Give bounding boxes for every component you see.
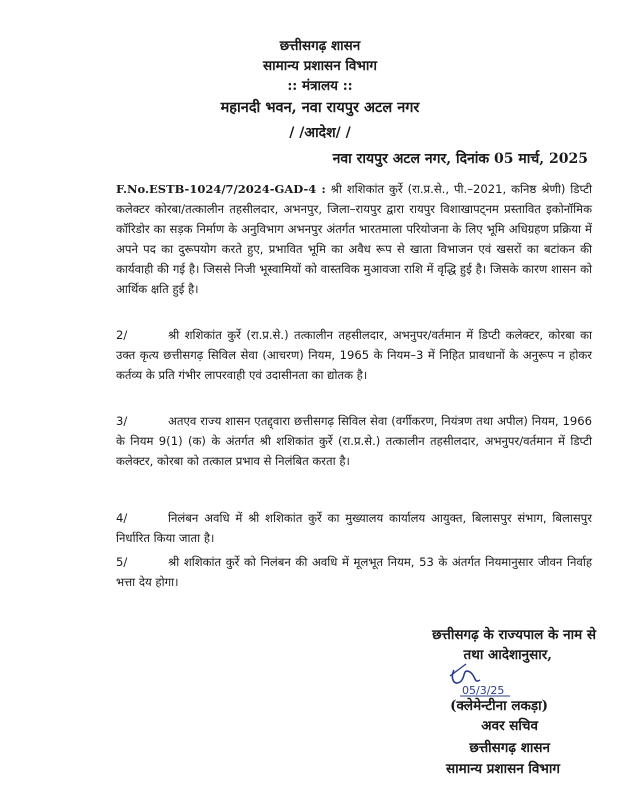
header-department: सामान्य प्रशासन विभाग xyxy=(263,58,377,74)
signatory-name: (क्लेमेन्टीना लकड़ा) xyxy=(450,698,548,714)
paragraph-2-text: श्री शशिकांत कुर्रे (रा.प्र.से.) तत्कालीन तहसीलदार, अभनुपर/वर्तमान में डिप्टी कलेक्टर, कोरबा का उक्त कृत्य छत्तीसगढ़ सिविल सेवा (आचरण) नियम, 1965 के नियम–3 में निहित प्रावधानों के अनुरूप न होकर कर्तव्य के प्रति गंभीर लापरवाही एवं उदासीनता का द्योतक है। xyxy=(116,328,592,382)
paragraph-4-number: 4/ xyxy=(116,511,128,525)
header-ministry: :: मंत्रालय :: xyxy=(287,78,353,94)
paragraph-5-number: 5/ xyxy=(116,555,128,569)
paragraph-3-number: 3/ xyxy=(116,414,128,428)
order-title: / /आदेश/ / xyxy=(289,125,351,141)
signatory-designation: अवर सचिव xyxy=(481,718,538,734)
header-address: महानदी भवन, नवा रायपुर अटल नगर xyxy=(220,99,420,116)
handwritten-date: 05/3/25 xyxy=(462,684,505,697)
signatory-government: छत्तीसगढ़ शासन xyxy=(469,740,550,756)
handwritten-signature xyxy=(440,660,530,698)
file-number: F.No.ESTB-1024/7/2024-GAD-4 : xyxy=(116,182,326,196)
paragraph-2 xyxy=(116,325,592,385)
paragraph-1 xyxy=(116,179,592,299)
paragraph-4-text: निलंबन अवधि में श्री शशिकांत कुर्रे का मुख्यालय कार्यालय आयुक्त, बिलासपुर संभाग, बिलासपुर निर्धारित किया जाता है। xyxy=(116,511,592,545)
paragraph-1-text: श्री शशिकांत कुर्रे (रा.प्र.से., पी.–2021, कनिष्ठ श्रेणी) डिप्टी कलेक्टर कोरबा/तत्कालीन तहसीलदार, अभनपुर, जिला–रायपुर द्वारा रायपुर विशाखापट्नम प्रस्तावित इकोनॉमिक कॉरिडोर का सड़क निर्माण के अनुविभाग अभनपुर अंतर्गत भारतमाला परियोजना के लिए भूमि अधिग्रहण प्रक्रिया में अपने पद का दुरूपयोग करते हुए, प्रभावित भूमि का अवैध रूप से खाता विभाजन एवं खसरों का बटांकन की कार्यवाही की गई है। जिससे निजी भूस्वामियों को वास्तविक मुआवजा राशि में वृद्धि हुई है। जिसके कारण शासन को आर्थिक क्षति हुई है। xyxy=(116,182,592,296)
paragraph-5-text: श्री शशिकांत कुर्रे को निलंबन की अवधि में मूलभूत नियम, 53 के अंतर्गत नियमानुसार जीवन निर्वाह भत्ता देय होगा। xyxy=(116,555,592,589)
paragraph-4 xyxy=(116,508,592,548)
header-government: छत्तीसगढ़ शासन xyxy=(279,38,361,54)
paragraph-3 xyxy=(116,411,592,471)
paragraph-5 xyxy=(116,552,592,592)
paragraph-2-number: 2/ xyxy=(116,328,128,342)
signature-authority-line: छत्तीसगढ़ के राज्यपाल के नाम से xyxy=(432,627,596,643)
signatory-department: सामान्य प्रशासन विभाग xyxy=(446,761,560,777)
order-date: नवा रायपुर अटल नगर, दिनांक 05 मार्च, 2025 xyxy=(332,151,588,167)
paragraph-3-text: अतएव राज्य शासन एतद्द्वारा छत्तीसगढ़ सिविल सेवा (वर्गीकरण, नियंत्रण तथा अपील) नियम, 1966 के नियम 9(1) (क) के अंतर्गत श्री शशिकांत कुर्रे (रा.प्र.से.) तत्कालीन तहसीलदार, अभनुपर/वर्तमान में डिप्टी कलेक्टर, कोरबा को तत्काल प्रभाव से निलंबित करता है। xyxy=(116,414,592,468)
signature-order-line: तथा आदेशानुसार, xyxy=(463,647,552,663)
